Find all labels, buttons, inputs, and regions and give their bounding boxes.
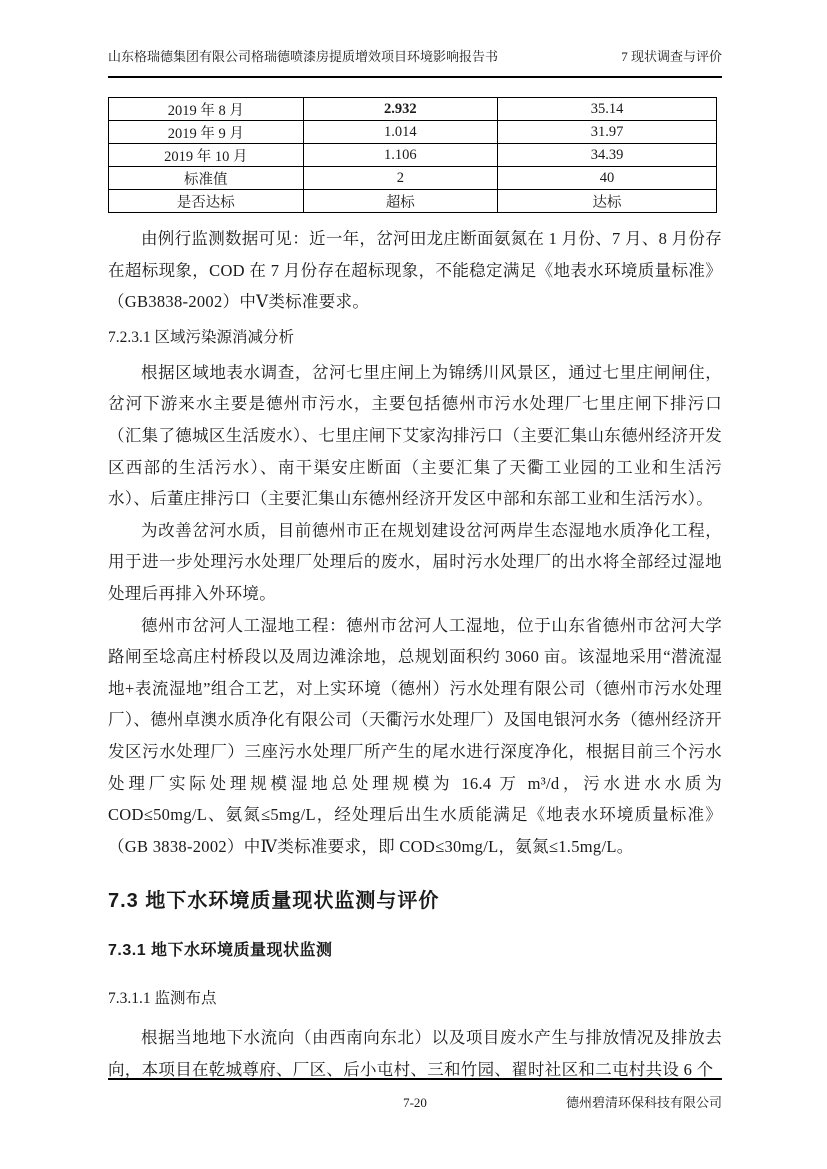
table-cell: 40 [498,167,717,190]
header-chapter-title: 7 现状调查与评价 [621,49,722,64]
paragraph-regional-survey: 根据区域地表水调查，岔河七里庄闸上为锦绣川风景区，通过七里庄闸闸住，岔河下游来水主要是德州市污水，主要包括德州市污水处理厂七里庄闸下排污口（汇集了德城区生活废水）、七里庄闸下艾家沟排污口（主要汇集山东德州经济开发区西部的生活污水）、南干渠安庄断面（主要汇集了天衢工业园的工业和生活污水）、后董庄排污口（主要汇集山东德州经济开发区中部和东部工业和生活污水）。 [108,362,722,509]
table-cell: 35.14 [498,98,717,121]
table-cell: 2019 年 8 月 [109,98,304,121]
footer-company-name: 德州碧清环保科技有限公司 [565,1095,722,1110]
document-body [108,223,722,1085]
heading-7-3-1: 7.3.1 地下水环境质量现状监测 [108,942,333,960]
table-cell: 2 [303,167,498,190]
table-row [109,144,717,167]
table-row [109,121,717,144]
paragraph-routine-monitoring: 由例行监测数据可见：近一年，岔河田龙庄断面氨氮在 1 月份、7 月、8 月份存在超标现象，COD 在 7 月份存在超标现象，不能稳定满足《地表水环境质量标准》（GB3838-2002）中Ⅴ类标准要求。 [108,229,722,312]
paragraph-wetland-project: 德州市岔河人工湿地工程：德州市岔河人工湿地，位于山东省德州市岔河大学路闸至埝高庄村桥段以及周边滩涂地，总规划面积约 3060 亩。该湿地采用“潜流湿地+表流湿地”组合工艺，对上实环境（德州）污水处理有限公司（德州市污水处理厂）、德州卓澳水质净化有限公司（天衢污水处理厂）及国电银河水务（德州经济开发区污水处理厂）三座污水处理厂所产生的尾水进行深度净化，根据目前三个污水处理厂实际处理规模湿地总处理规模为 16.4 万 m³/d，污水进水水质为 COD≤50mg/L、氨氮≤5mg/L，经处理后出生水质能满足《地表水环境质量标准》（GB 3838-2002）中Ⅳ类标准要求，即 COD≤30mg/L，氨氮≤1.5mg/L。 [108,615,722,856]
footer-row [108,1094,722,1111]
table-cell: 是否达标 [109,190,304,213]
heading-7-3: 7.3 地下水环境质量现状监测与评价 [108,890,440,913]
table-cell: 达标 [498,190,717,213]
heading-7-2-3-1: 7.2.3.1 区域污染源消减分析 [108,328,295,346]
table-row [109,167,717,190]
table-cell: 2019 年 10 月 [109,144,304,167]
paragraph-monitoring-points: 根据当地地下水流向（由西南向东北）以及项目废水产生与排放情况及排放去向，本项目在乾城尊府、厂区、后小屯村、三和竹园、翟时社区和二屯村共设 6 个 [108,1028,722,1079]
table-cell: 1.014 [303,121,498,144]
table-cell: 34.39 [498,144,717,167]
monitoring-table [108,97,717,213]
table-row [109,98,717,121]
heading-7-3-1-1: 7.3.1.1 监测布点 [108,990,217,1008]
paragraph-wetland-plan: 为改善岔河水质，目前德州市正在规划建设岔河两岸生态湿地水质净化工程，用于进一步处理污水处理厂处理后的废水，届时污水处理厂的出水将全部经过湿地处理后再排入外环境。 [108,520,722,603]
table-cell: 超标 [303,190,498,213]
table-cell: 1.106 [303,144,498,167]
table-cell: 2.932 [303,98,498,121]
table-cell: 2019 年 9 月 [109,121,304,144]
table-cell: 31.97 [498,121,717,144]
header-doc-title: 山东格瑞德集团有限公司格瑞德喷漆房提质增效项目环境影响报告书 [108,49,499,64]
page-header [108,48,722,78]
footer-page-number: 7-20 [403,1095,427,1110]
table-row [109,190,717,213]
table-cell: 标准值 [109,167,304,190]
page-footer [108,1078,722,1111]
